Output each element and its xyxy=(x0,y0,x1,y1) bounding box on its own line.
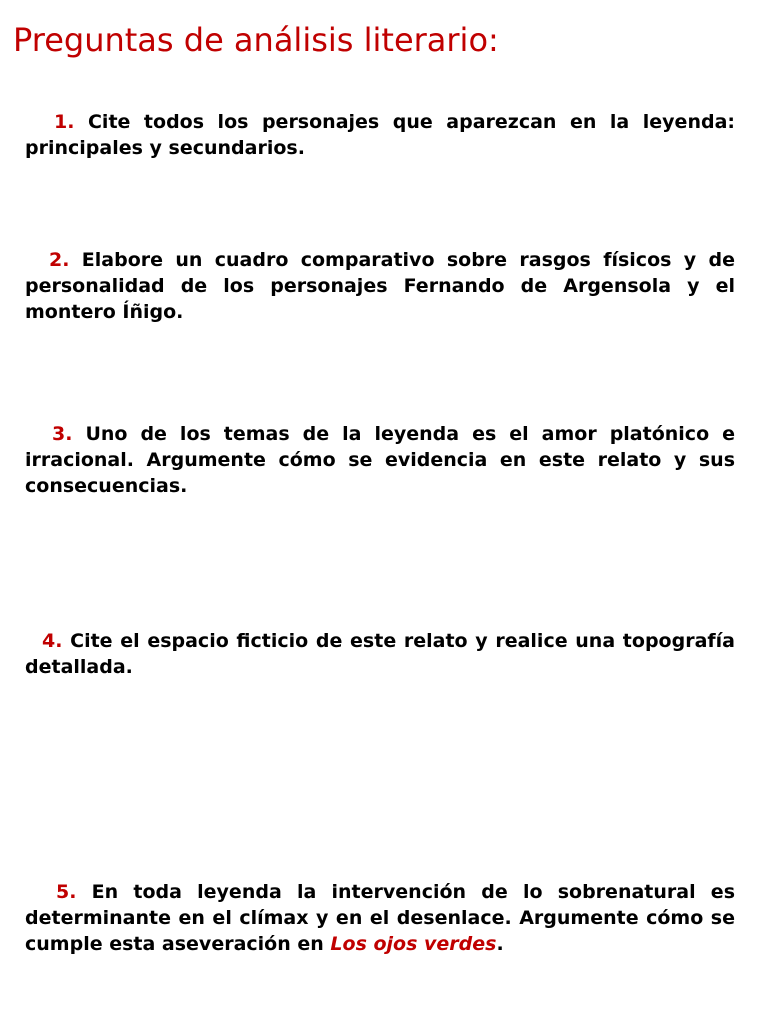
question-number: 4. xyxy=(42,630,63,652)
question-number: 2. xyxy=(49,249,70,271)
question-number: 1. xyxy=(54,111,75,133)
question-number: 5. xyxy=(56,881,77,903)
question-text: Cite el espacio ficticio de este relato y realice una topografía detallada. xyxy=(25,630,735,678)
question-3 xyxy=(25,421,735,499)
question-5 xyxy=(25,879,735,957)
question-text: En toda leyenda la intervención de lo sobrenatural es determinante en el clímax y en el desenlace. Argumente cómo se cumple esta aseveración en xyxy=(25,881,736,955)
question-2 xyxy=(25,247,735,325)
question-text: Uno de los temas de la leyenda es el amor platónico e irracional. Argumente cómo se evidencia en este relato y sus consecuencias. xyxy=(25,423,735,497)
question-1 xyxy=(25,109,735,161)
page-title: Preguntas de análisis literario: xyxy=(13,21,499,59)
question-ending: . xyxy=(496,933,504,955)
book-title-emphasis: Los ojos verdes xyxy=(330,933,497,955)
question-text: Cite todos los personajes que aparezcan en la leyenda: principales y secundarios. xyxy=(25,111,735,159)
question-4 xyxy=(25,628,735,680)
question-text: Elabore un cuadro comparativo sobre rasgos físicos y de personalidad de los personajes Fernando de Argensola y el montero Íñigo. xyxy=(25,249,735,323)
question-number: 3. xyxy=(52,423,73,445)
